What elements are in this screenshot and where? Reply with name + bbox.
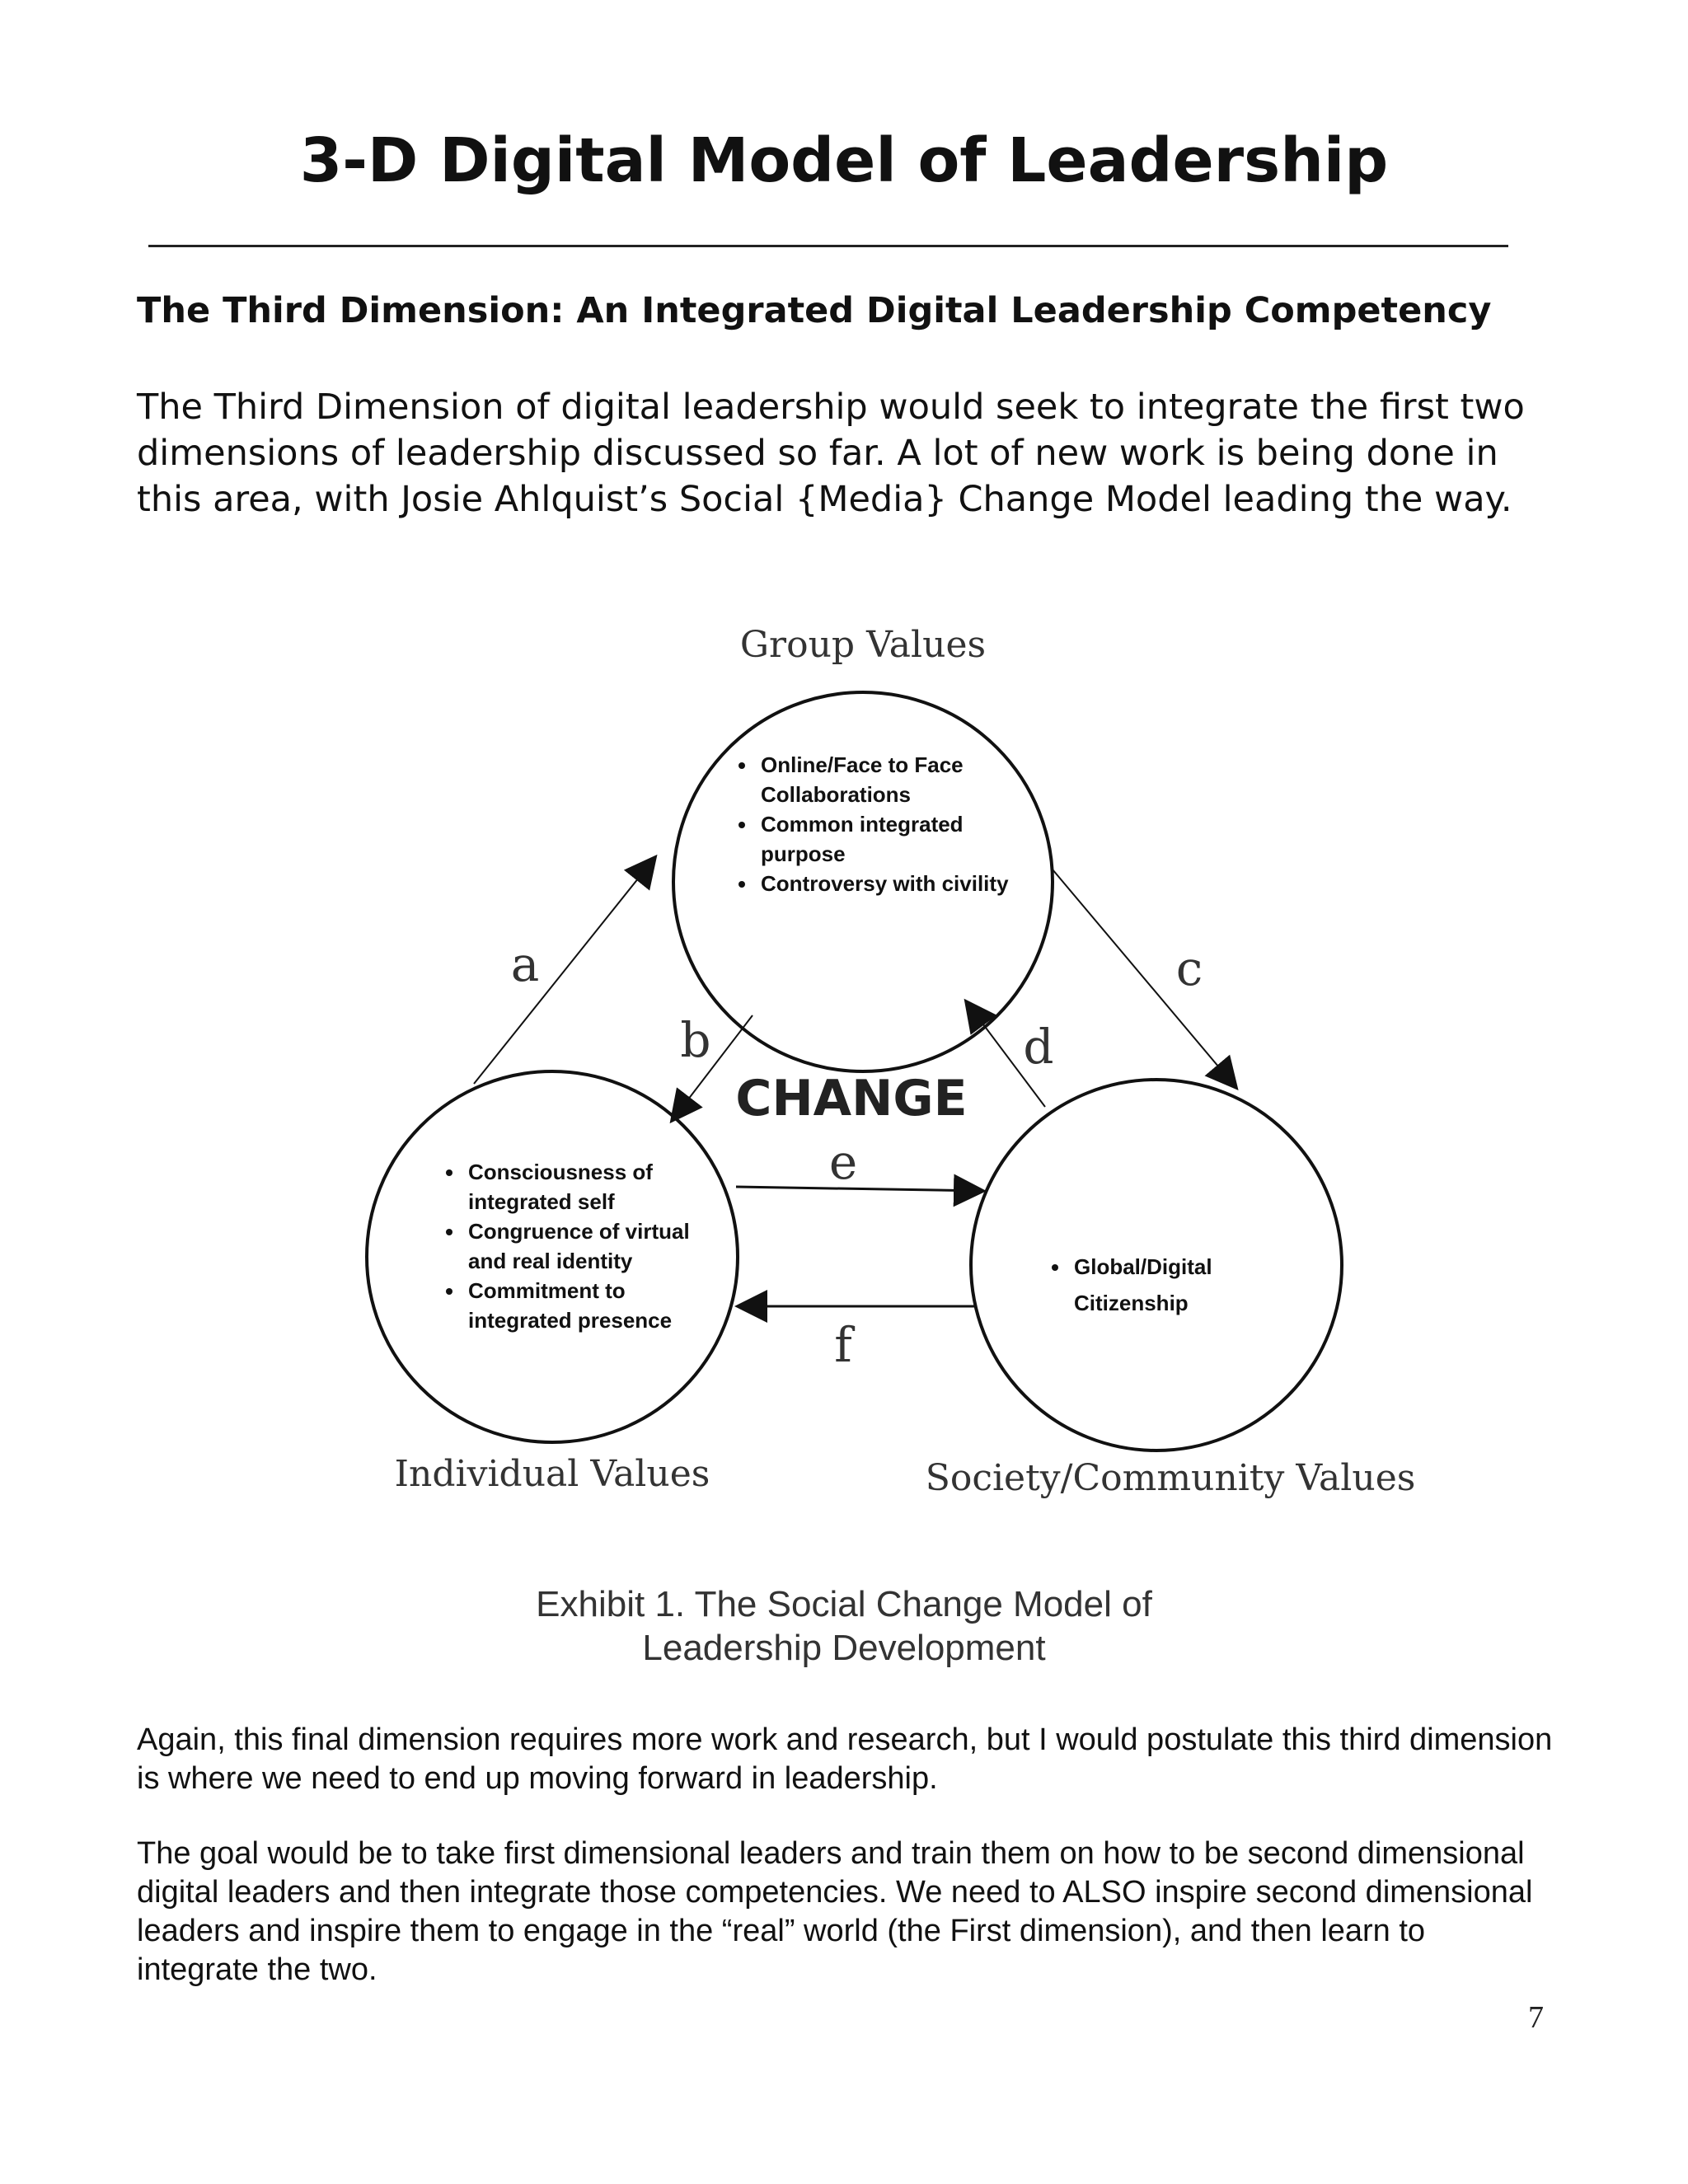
list-item: • Online/Face to Face Collaborations: [757, 750, 1021, 809]
arrow-b-label: b: [680, 1012, 711, 1068]
arrow-d-label: d: [1023, 1019, 1054, 1075]
caption-line-2: Leadership Development: [642, 1628, 1046, 1668]
society-values-list: [1049, 1249, 1268, 1321]
list-item: • Common integrated purpose: [757, 809, 1021, 869]
arrow-e: [736, 1187, 983, 1191]
body-paragraph-3: The goal would be to take first dimensional leaders and train them on how to be second dimensional digital leaders and then integrate those competencies. We need to ALSO inspire second dimensional leaders and inspire them to engage in the “real” world (the First dimension), and then learn to integrate the two.: [137, 1836, 1533, 1987]
change-label: CHANGE: [735, 1070, 968, 1127]
group-values-label: Group Values: [739, 624, 987, 666]
list-item: • Controversy with civility: [757, 869, 1021, 898]
list-item: • Congruence of virtual and real identity: [465, 1216, 712, 1276]
arrow-a: [474, 857, 655, 1084]
caption-line-1: Exhibit 1. The Social Change Model of: [536, 1584, 1152, 1624]
list-item: • Consciousness of integrated self: [465, 1157, 712, 1216]
figure-caption: [0, 1582, 1688, 1670]
arrow-a-label: a: [510, 936, 540, 992]
society-values-label: Society/Community Values: [925, 1457, 1416, 1499]
arrow-c: [1053, 869, 1236, 1088]
individual-values-label: Individual Values: [394, 1453, 710, 1495]
intro-paragraph: The Third Dimension of digital leadership would seek to integrate the first two dimensions of leadership discussed so far. A lot of new work is being done in this area, with Josie Ahlquist’s Social {Media} Change Model leading the way.: [137, 387, 1525, 520]
section-heading: The Third Dimension: An Integrated Digital Leadership Competency: [137, 290, 1492, 331]
individual-values-list: [443, 1157, 712, 1335]
arrow-f-label: f: [834, 1317, 852, 1373]
page-title: 3-D Digital Model of Leadership: [299, 125, 1389, 196]
arrow-c-label: c: [1175, 940, 1203, 996]
arrow-e-label: e: [828, 1134, 858, 1190]
page-number: 7: [1528, 2000, 1544, 2035]
list-item: • Global/Digital Citizenship: [1071, 1249, 1268, 1321]
list-item: • Commitment to integrated presence: [465, 1276, 712, 1335]
body-paragraph-2: Again, this final dimension requires more work and research, but I would postulate this third dimension is where we need to end up moving forward in leadership.: [137, 1722, 1553, 1796]
group-values-list: [736, 750, 1021, 898]
